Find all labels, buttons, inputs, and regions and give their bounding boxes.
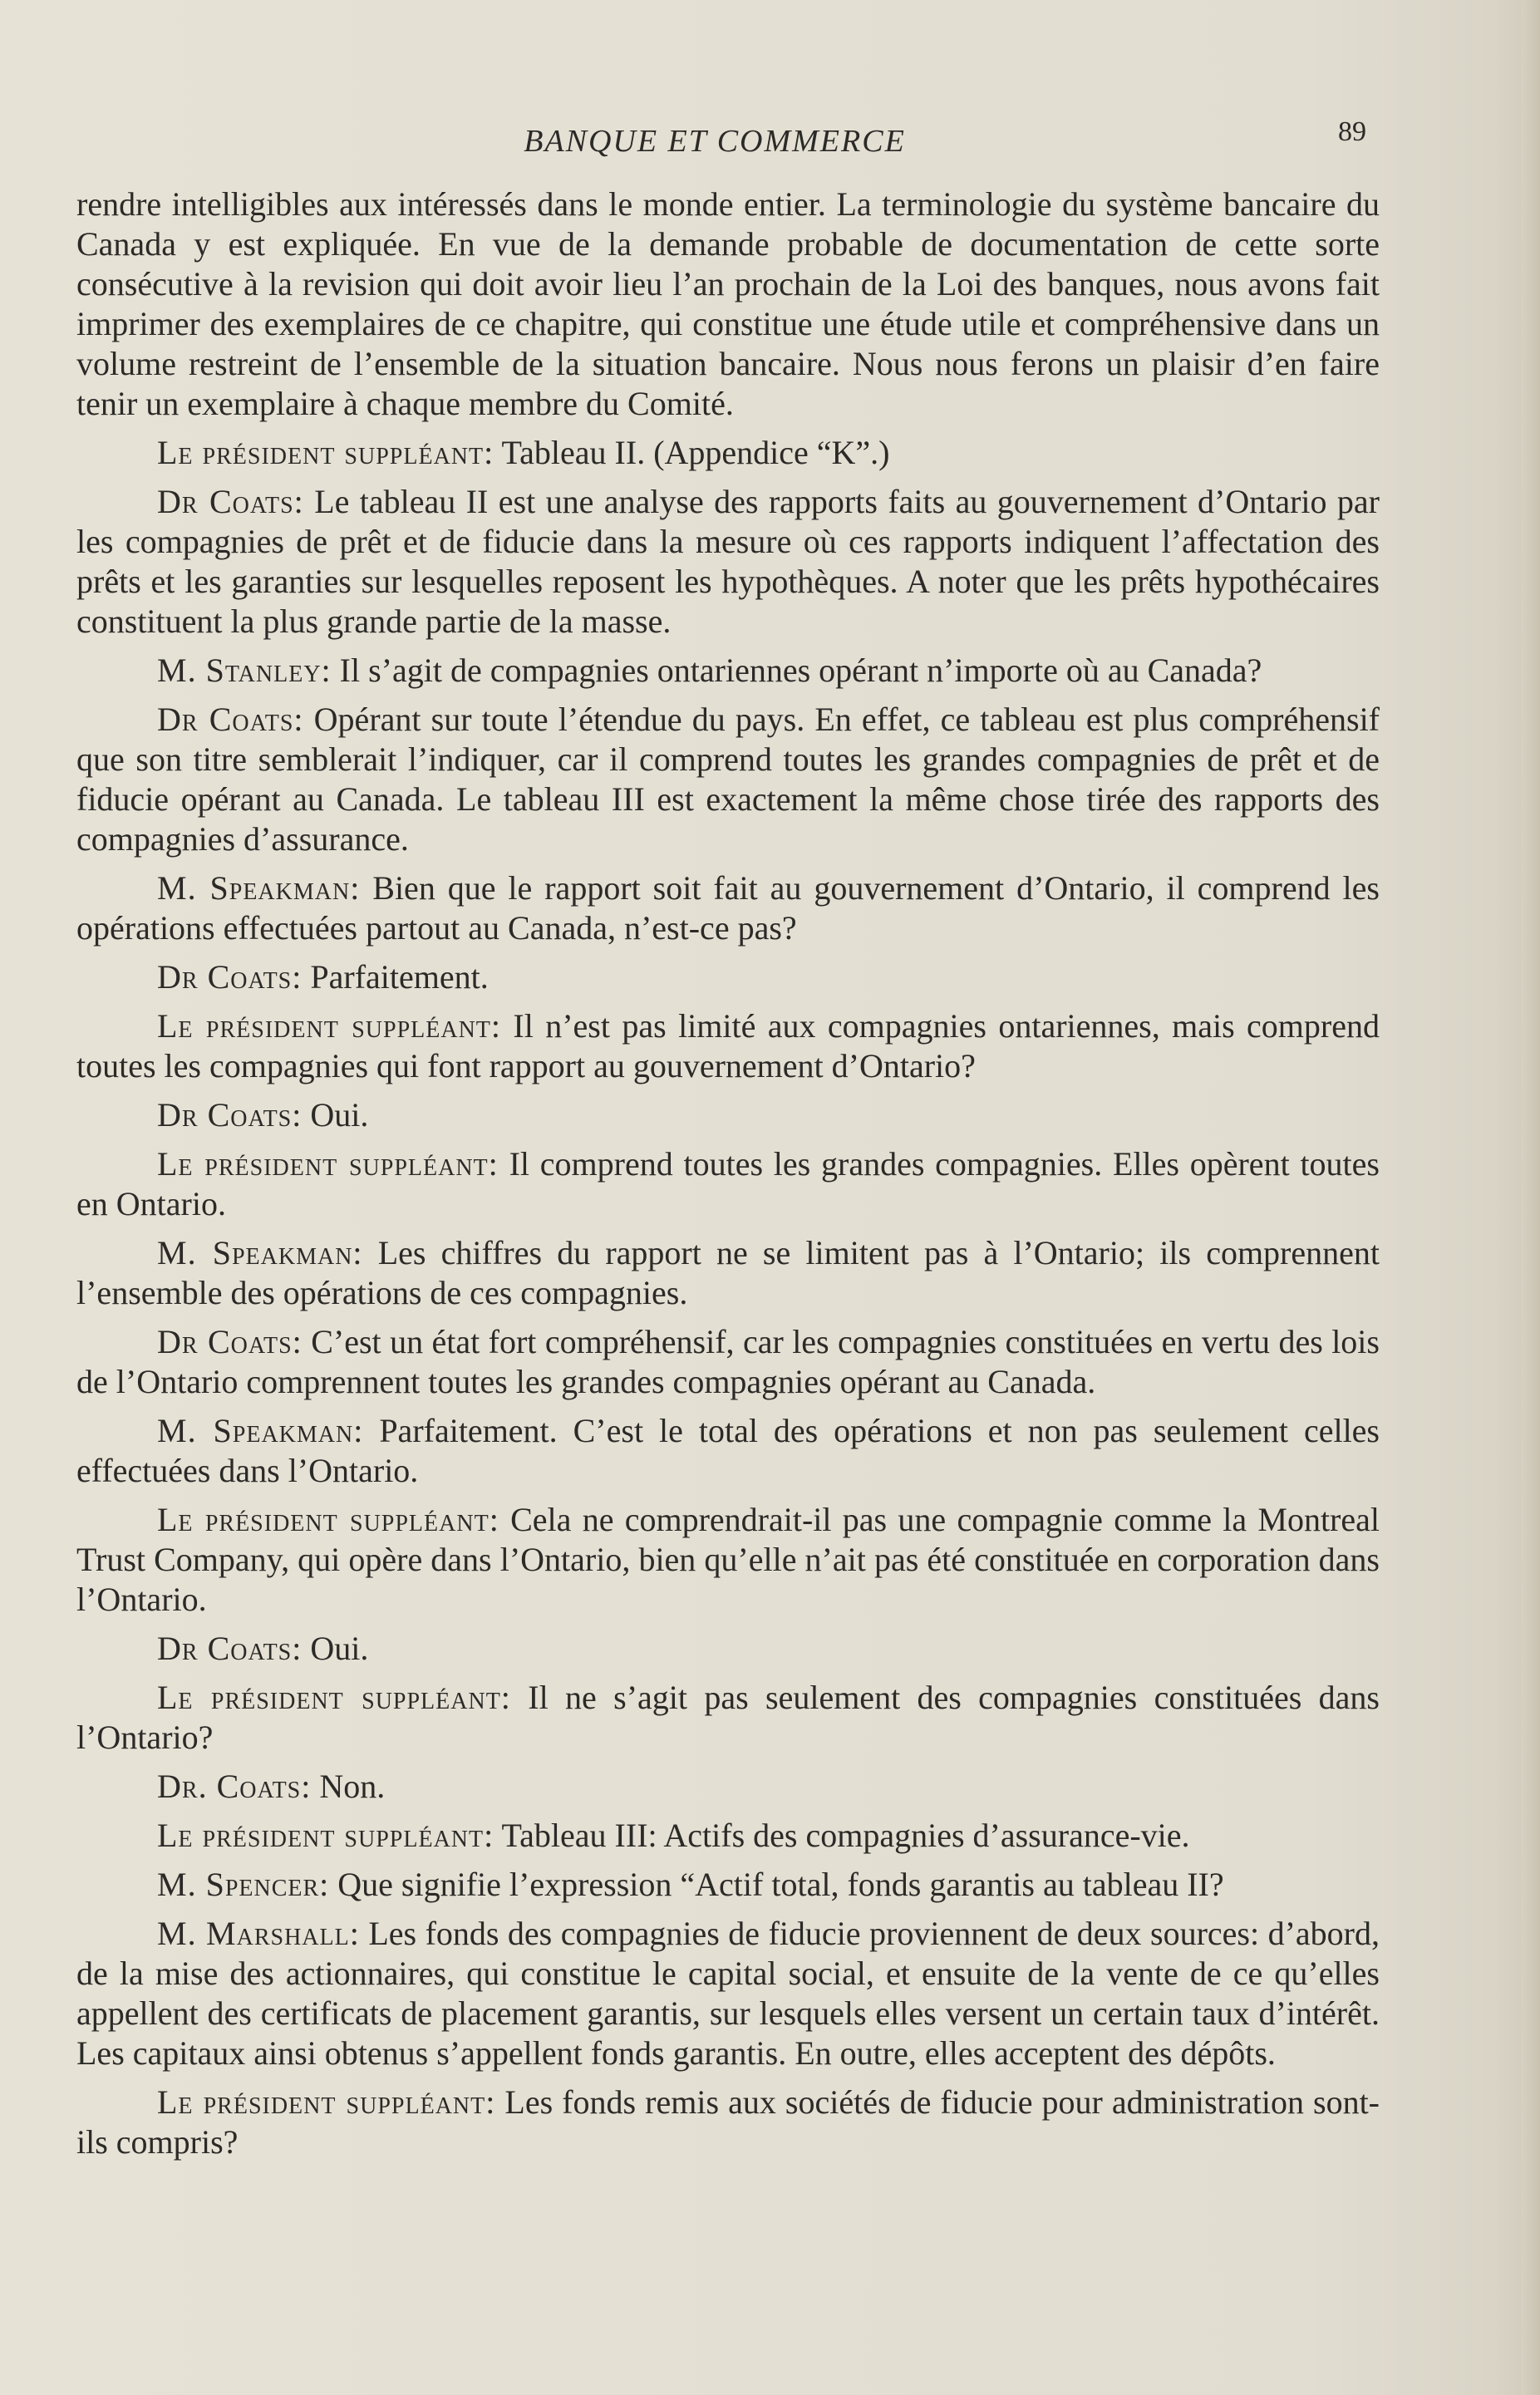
paragraph-text: Il n’est pas limité aux compagnies ontariennes, mais comprend toutes les compagnies qui font rapport au gouvernement d’Ontario? [76,1007,1380,1084]
paragraph-text: rendre intelligibles aux intéressés dans le monde entier. La terminologie du système bancaire du Canada y est expliquée. En vue de la demande probable de documentation de cette sorte consécutive à la revision qui doit avoir lieu l’an prochain de la Loi des banques, nous avons fait imprimer des exemplaires de ce chapitre, qui constitue une étude utile et compréhensive dans un volume restreint de l’ensemble de la situation bancaire. Nous nous ferons un plaisir d’en faire tenir un exemplaire à chaque membre du Comité. [76,185,1380,422]
speaker-name: Le président suppléant: [157,1501,499,1538]
speaker-name: M. Stanley: [157,652,332,689]
paragraph [76,1322,1380,1402]
paragraph-text: Parfaitement. C’est le total des opérations et non pas seulement celles effectuées dans l’Ontario. [76,1412,1380,1489]
speaker-name: Dr Coats: [157,483,304,520]
speaker-name: Le président suppléant: [157,2083,496,2121]
speaker-name: Dr Coats: [157,1096,303,1134]
paragraph-text: Il ne s’agit pas seulement des compagnies constituées dans l’Ontario? [76,1679,1380,1756]
page-edge-shadow [1522,0,1540,2395]
paragraph-text: Oui. [310,1096,369,1134]
paragraph-text: Tableau III: Actifs des compagnies d’assurance-vie. [501,1817,1190,1854]
speaker-name: Le président suppléant: [157,434,494,471]
paragraph [76,1816,1380,1856]
body-text [76,184,1380,2171]
speaker-name: Le président suppléant: [157,1007,502,1045]
paragraph [76,184,1380,424]
speaker-name: Dr Coats: [157,1630,303,1667]
paragraph [76,1233,1380,1313]
speaker-name: Dr Coats: [157,958,303,996]
paragraph-text: Non. [319,1768,386,1805]
paragraph-text: Il comprend toutes les grandes compagnies. Elles opèrent toutes en Ontario. [76,1145,1380,1222]
paragraph-text: Bien que le rapport soit fait au gouvernement d’Ontario, il comprend les opérations effectuées partout au Canada, n’est-ce pas? [76,869,1380,947]
speaker-name: Dr Coats: [157,701,304,738]
paragraph-text: Les chiffres du rapport ne se limitent pas à l’Ontario; ils comprennent l’ensemble des opérations de ces compagnies. [76,1234,1380,1311]
paragraph-text: Parfaitement. [310,958,489,996]
paragraph [76,1500,1380,1620]
paragraph-text: Le tableau II est une analyse des rapports faits au gouvernement d’Ontario par les compagnies de prêt et de fiducie dans la mesure où ces rapports indiquent l’affectation des prêts et les garanties sur lesquelles reposent les hypothèques. A noter que les prêts hypothécaires constituent la plus grande partie de la masse. [76,483,1380,640]
paragraph [76,700,1380,859]
speaker-name: Le président suppléant: [157,1817,494,1854]
speaker-name: M. Speakman: [157,1234,363,1271]
speaker-name: M. Speakman: [157,869,361,907]
paragraph [76,1629,1380,1669]
speaker-name: Le président suppléant: [157,1679,511,1716]
paragraph [76,868,1380,948]
paragraph-text: Les fonds des compagnies de fiducie proviennent de deux sources: d’abord, de la mise des actionnaires, qui constitue le capital social, et ensuite de la vente de ce qu’elles appellent des certificats de placement garantis, sur lesquels elles versent un certain taux d’intérêt. Les capitaux ainsi obtenus s’appellent fonds garantis. En outre, elles acceptent des dépôts. [76,1915,1380,2072]
paragraph [76,1767,1380,1807]
paragraph [76,1678,1380,1758]
speaker-name: M. Marshall: [157,1915,360,1952]
paragraph [76,482,1380,642]
paragraph [76,1095,1380,1135]
paragraph-text: Les fonds remis aux sociétés de fiducie pour administration sont-ils compris? [76,2083,1380,2161]
paragraph [76,1144,1380,1224]
speaker-name: Dr Coats: [157,1323,303,1360]
paragraph-text: Oui. [310,1630,369,1667]
paragraph [76,957,1380,997]
speaker-name: Dr. Coats: [157,1768,312,1805]
paragraph-text: Que signifie l’expression “Actif total, fonds garantis au tableau II? [337,1866,1224,1903]
paragraph-text: Cela ne comprendrait-il pas une compagnie comme la Montreal Trust Company, qui opère dans l’Ontario, bien qu’elle n’ait pas été constituée en corporation dans l’Ontario. [76,1501,1380,1618]
speaker-name: Le président suppléant: [157,1145,499,1183]
paragraph [76,1865,1380,1905]
paragraph-text: C’est un état fort compréhensif, car les compagnies constituées en vertu des lois de l’Ontario comprennent toutes les grandes compagnies opérant au Canada. [76,1323,1380,1400]
paragraph-text: Il s’agit de compagnies ontariennes opérant n’importe où au Canada? [339,652,1262,689]
paragraph [76,1411,1380,1491]
paragraph [76,2083,1380,2162]
paragraph-text: Tableau II. (Appendice “K”.) [501,434,890,471]
speaker-name: M. Speakman: [157,1412,364,1449]
paragraph [76,1914,1380,2073]
page-header [0,116,1540,166]
running-title: BANQUE ET COMMERCE [524,124,906,159]
page-number: 89 [1338,116,1366,147]
paragraph [76,433,1380,473]
paragraph [76,651,1380,691]
speaker-name: M. Spencer: [157,1866,330,1903]
paragraph [76,1006,1380,1086]
paragraph-text: Opérant sur toute l’étendue du pays. En effet, ce tableau est plus compréhensif que son titre semblerait l’indiquer, car il comprend toutes les grandes compagnies de prêt et de fiducie opérant au Canada. Le tableau III est exactement la même chose tirée des rapports des compagnies d’assurance. [76,701,1380,858]
